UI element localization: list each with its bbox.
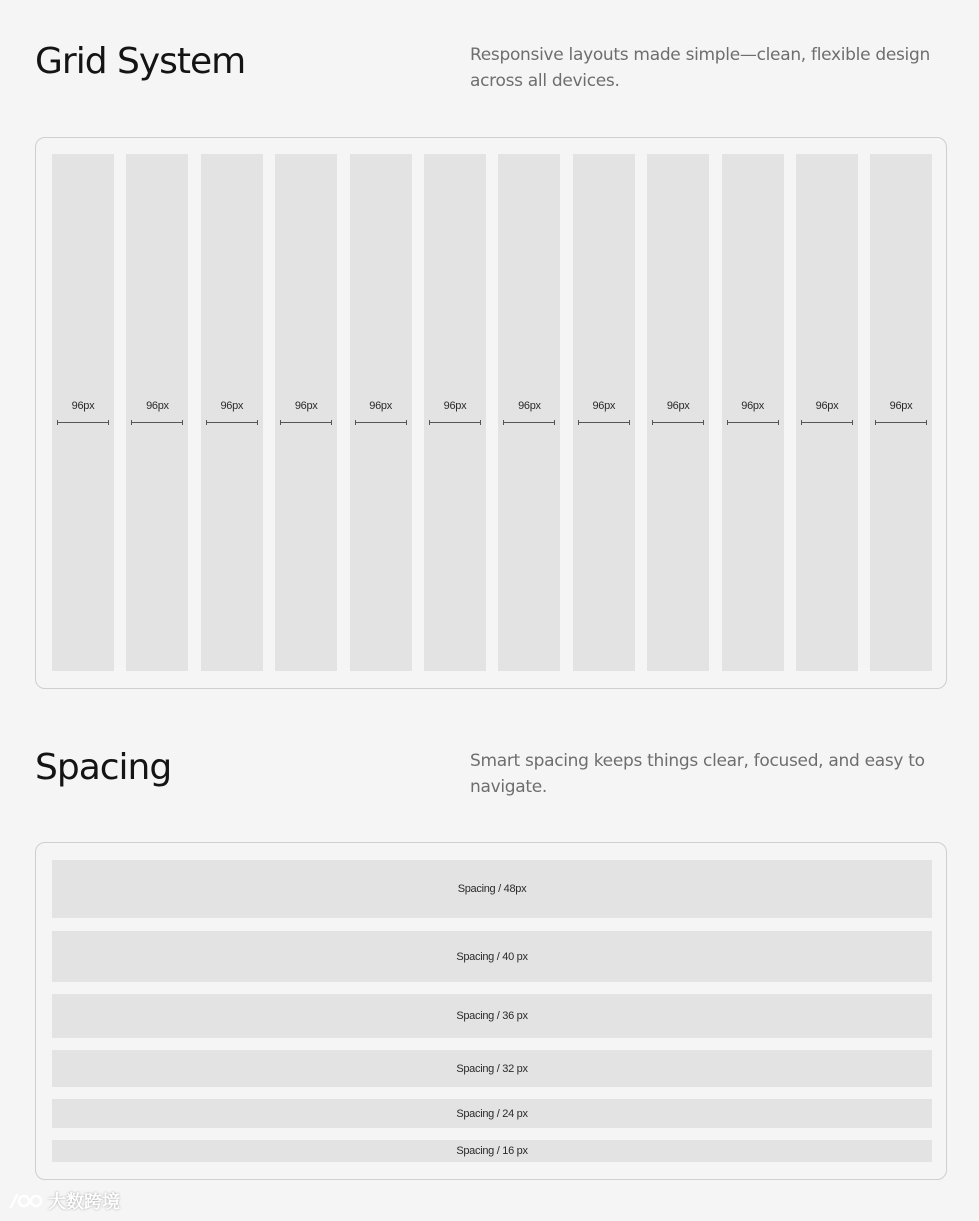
width-measure-indicator <box>875 420 927 425</box>
grid-column <box>722 154 784 671</box>
grid-column <box>126 154 188 671</box>
width-measure-indicator <box>727 420 779 425</box>
grid-section-description: Responsive layouts made simple—clean, flexible design across all devices. <box>470 45 930 91</box>
column-width-label: 96px <box>146 400 169 412</box>
grid-column <box>573 154 635 671</box>
spacing-label: Spacing / 40 px <box>456 950 528 963</box>
spacing-label: Spacing / 36 px <box>456 1010 528 1022</box>
spacing-label: Spacing / 48px <box>457 883 527 895</box>
column-width-label: 96px <box>443 400 467 412</box>
watermark <box>8 1188 120 1214</box>
spacing-frame <box>35 842 947 1180</box>
grid-column <box>647 154 709 671</box>
spacing-section-description: Smart spacing keeps things clear, focused, and easy to navigate. <box>470 751 925 797</box>
grid-column <box>498 154 560 671</box>
column-width-label: 96px <box>592 400 616 412</box>
column-width-label: 96px <box>741 400 764 412</box>
width-measure-indicator <box>131 420 183 425</box>
grid-column <box>424 154 486 671</box>
width-measure-indicator <box>280 420 332 425</box>
spacing-bar-24 <box>52 1099 932 1128</box>
column-width-label: 96px <box>294 400 318 412</box>
grid-column <box>201 154 263 671</box>
column-width-label: 96px <box>71 400 95 412</box>
width-measure-indicator <box>652 420 704 425</box>
width-measure-indicator <box>355 420 407 425</box>
column-width-label: 96px <box>518 400 541 412</box>
width-measure-indicator <box>503 420 555 425</box>
spacing-bar-16 <box>52 1140 932 1162</box>
column-width-label: 96px <box>220 400 244 412</box>
column-width-label: 96px <box>666 400 690 412</box>
spacing-bar-32 <box>52 1050 932 1087</box>
width-measure-indicator <box>429 420 481 425</box>
spacing-section-title: Spacing <box>35 747 172 788</box>
width-measure-indicator <box>801 420 853 425</box>
width-measure-indicator <box>206 420 258 425</box>
grid-column <box>796 154 858 671</box>
spacing-label: Spacing / 32 px <box>456 1062 528 1075</box>
grid-section-title: Grid System <box>35 41 246 82</box>
grid-column <box>275 154 337 671</box>
spacing-bar-40 <box>52 931 932 982</box>
column-width-label: 96px <box>815 400 839 412</box>
width-measure-indicator <box>57 420 109 425</box>
grid-frame <box>35 137 947 689</box>
watermark-logo-icon <box>8 1192 44 1210</box>
grid-column <box>350 154 412 671</box>
spacing-label: Spacing / 24 px <box>456 1107 528 1120</box>
column-width-label: 96px <box>889 400 913 412</box>
column-width-label: 96px <box>369 400 392 412</box>
grid-column <box>870 154 932 671</box>
grid-column <box>52 154 114 671</box>
width-measure-indicator <box>578 420 630 425</box>
spacing-label: Spacing / 16 px <box>456 1145 528 1157</box>
spacing-bar-48 <box>52 860 932 918</box>
watermark-text: 大数跨境 <box>48 1192 120 1212</box>
spacing-bar-36 <box>52 994 932 1038</box>
